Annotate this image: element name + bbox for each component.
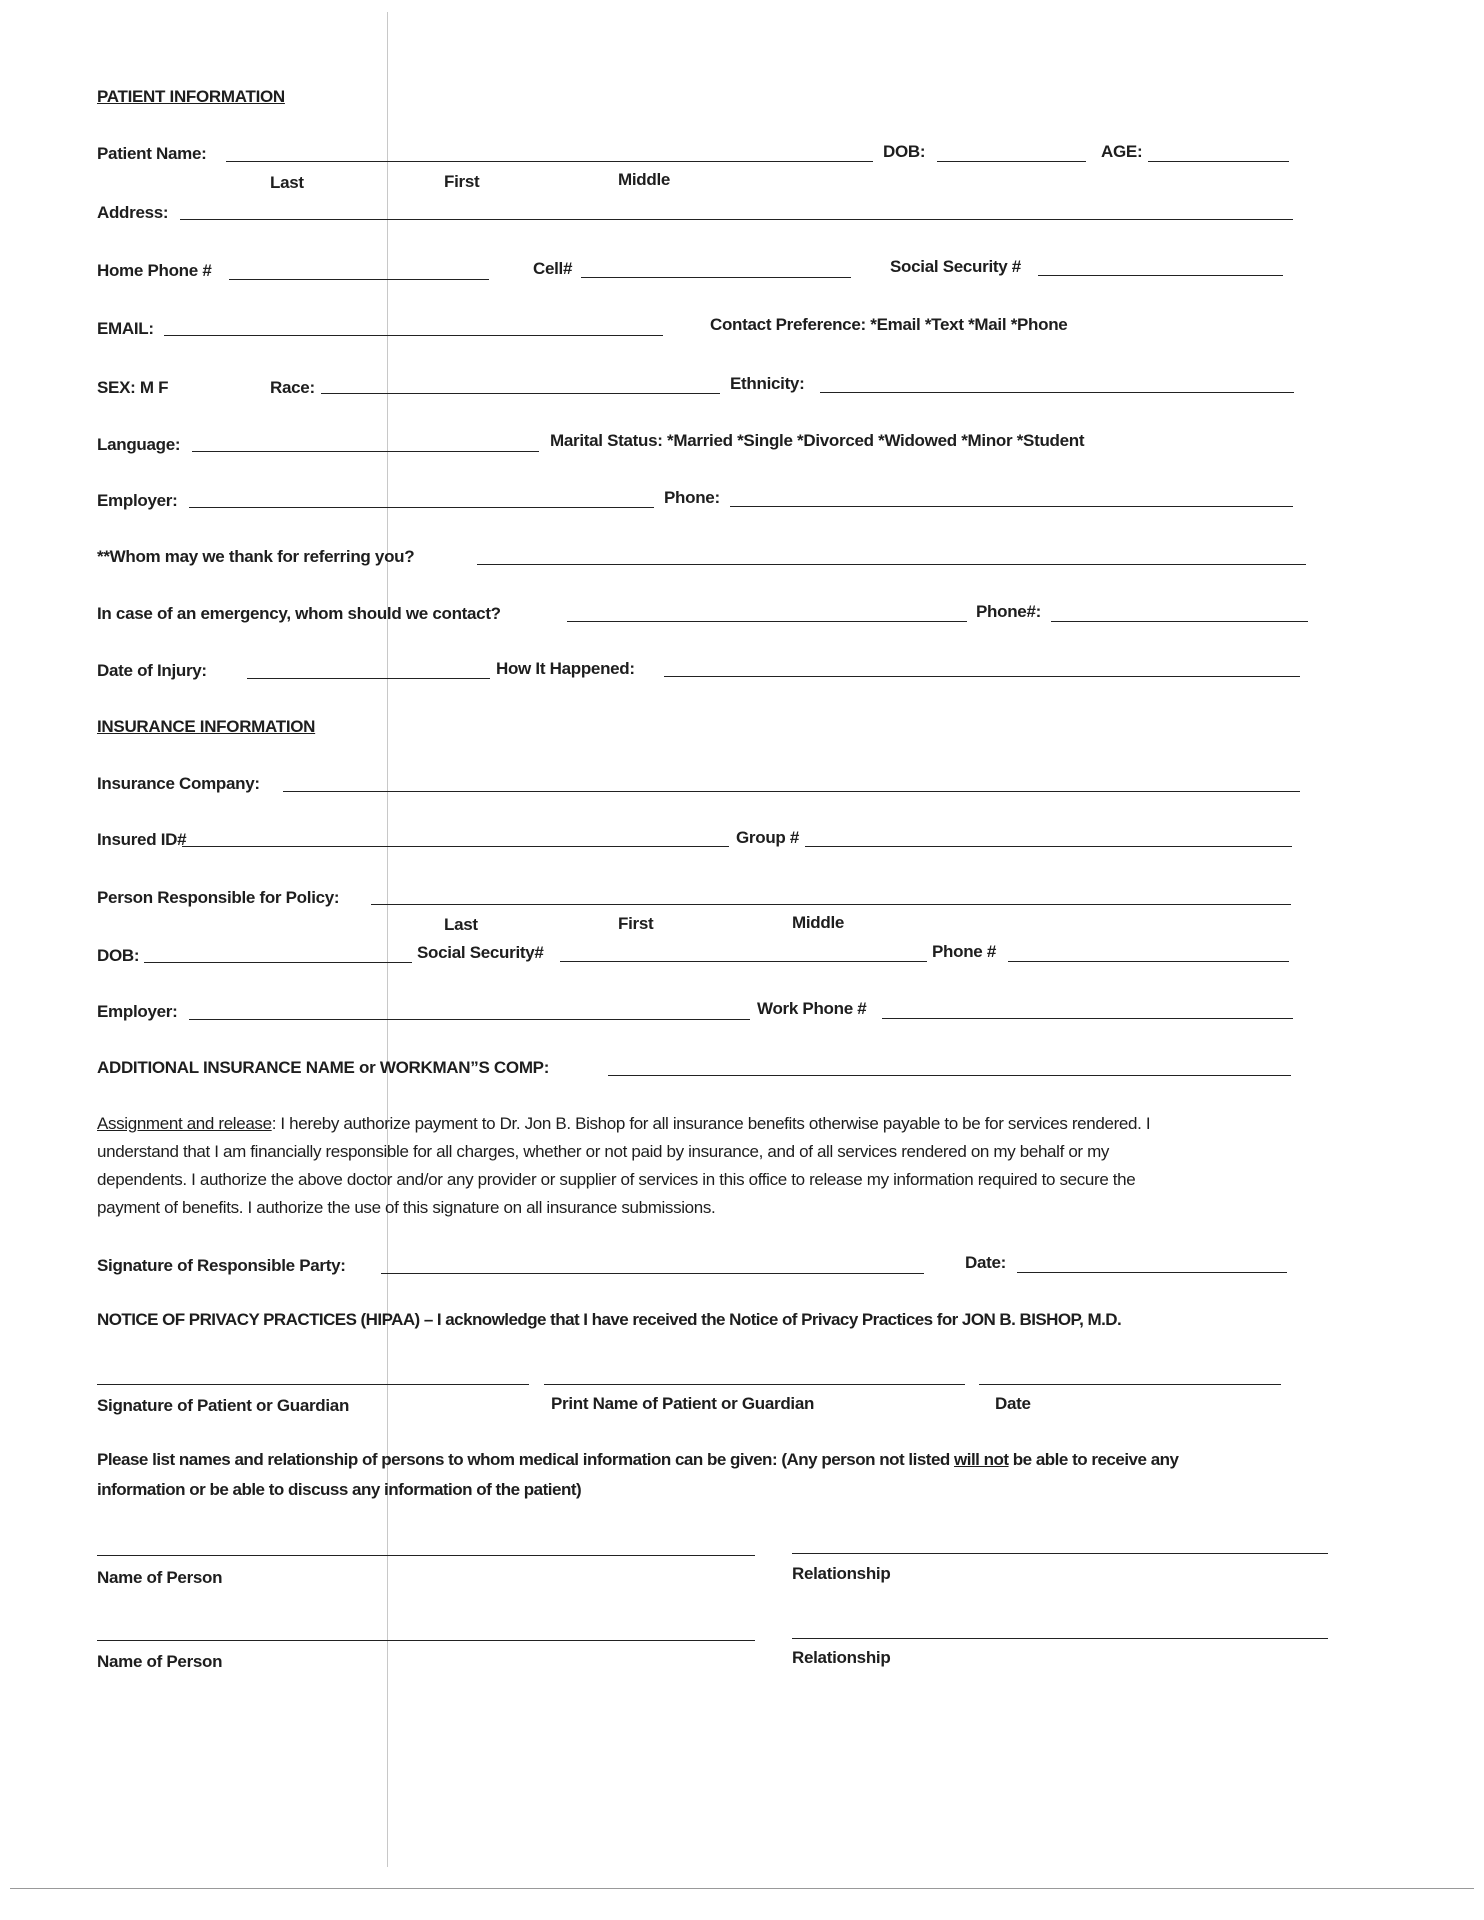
scan-fold-line xyxy=(387,12,388,1867)
name-last-label: Last xyxy=(270,173,304,192)
responsible-signature-label: Signature of Responsible Party: xyxy=(97,1256,346,1275)
age-label: AGE: xyxy=(1101,142,1143,161)
age-field[interactable] xyxy=(1148,161,1289,162)
insured-id-field[interactable] xyxy=(182,846,729,847)
patient-name-field[interactable] xyxy=(226,161,873,162)
emergency-contact-label: In case of an emergency, whom should we contact? xyxy=(97,604,501,623)
resp-ssn-field[interactable] xyxy=(560,961,927,962)
hipaa-notice: NOTICE OF PRIVACY PRACTICES (HIPAA) – I acknowledge that I have received the Notice of Privacy Practices for JON B. BISHOP, M.D. xyxy=(97,1310,1122,1329)
language-label: Language: xyxy=(97,435,181,454)
additional-insurance-field[interactable] xyxy=(608,1075,1291,1076)
relationship-label-2: Relationship xyxy=(792,1648,891,1667)
resp-first-label: First xyxy=(618,914,654,933)
assignment-line-3: dependents. I authorize the above doctor and/or any provider or supplier of services in this office to release my information required to secure the xyxy=(97,1170,1136,1189)
will-not-emphasis: will not xyxy=(954,1450,1009,1469)
resp-phone-label: Phone # xyxy=(932,942,997,961)
patient-name-label: Patient Name: xyxy=(97,144,207,163)
referral-field[interactable] xyxy=(477,564,1306,565)
assignment-line-2: understand that I am financially responsible for all charges, whether or not paid by insurance, and of all services rendered on my behalf or my xyxy=(97,1142,1110,1161)
contact-preference[interactable]: Contact Preference: *Email *Text *Mail *Phone xyxy=(710,315,1068,334)
signature-date-label: Date: xyxy=(965,1253,1007,1272)
patient-info-heading: PATIENT INFORMATION xyxy=(97,87,285,106)
responsible-signature-field[interactable] xyxy=(381,1273,924,1274)
home-phone-field[interactable] xyxy=(229,279,489,280)
ethnicity-label: Ethnicity: xyxy=(730,374,805,393)
assignment-paragraph xyxy=(97,1110,1150,1222)
phone-label: Phone: xyxy=(664,488,720,507)
resp-employer-field[interactable] xyxy=(189,1019,750,1020)
group-label: Group # xyxy=(736,828,800,847)
person-name-field-1[interactable] xyxy=(97,1555,755,1556)
person-name-label-2: Name of Person xyxy=(97,1652,223,1671)
address-field[interactable] xyxy=(180,219,1293,220)
address-label: Address: xyxy=(97,203,169,222)
insured-id-label: Insured ID# xyxy=(97,830,187,849)
resp-employer-label: Employer: xyxy=(97,1002,178,1021)
home-phone-label: Home Phone # xyxy=(97,261,212,280)
emergency-phone-field[interactable] xyxy=(1051,621,1308,622)
relationship-label-1: Relationship xyxy=(792,1564,891,1583)
employer-label: Employer: xyxy=(97,491,178,510)
hipaa-print-name-field[interactable] xyxy=(544,1384,965,1385)
work-phone-field[interactable] xyxy=(882,1018,1293,1019)
assignment-line-4: payment of benefits. I authorize the use of this signature on all insurance submissions. xyxy=(97,1198,716,1217)
phone-field[interactable] xyxy=(730,506,1293,507)
relationship-field-1[interactable] xyxy=(792,1553,1328,1554)
hipaa-signature-label: Signature of Patient or Guardian xyxy=(97,1396,350,1415)
release-list-intro: Please list names and relationship of persons to whom medical information can be given: (Any person not listed will not be able to receive any xyxy=(97,1450,1179,1469)
how-happened-field[interactable] xyxy=(664,676,1300,677)
resp-last-label: Last xyxy=(444,915,478,934)
additional-insurance-label: ADDITIONAL INSURANCE NAME or WORKMAN”S COMP: xyxy=(97,1058,550,1077)
cell-field[interactable] xyxy=(581,277,851,278)
dob-label: DOB: xyxy=(883,142,926,161)
name-first-label: First xyxy=(444,172,480,191)
referral-label: **Whom may we thank for referring you? xyxy=(97,547,415,566)
date-of-injury-label: Date of Injury: xyxy=(97,661,207,680)
ssn-label: Social Security # xyxy=(890,257,1021,276)
name-middle-label: Middle xyxy=(618,170,671,189)
emergency-phone-label: Phone#: xyxy=(976,602,1041,621)
person-name-field-2[interactable] xyxy=(97,1640,755,1641)
email-field[interactable] xyxy=(164,335,663,336)
emergency-contact-field[interactable] xyxy=(567,621,967,622)
language-field[interactable] xyxy=(192,451,539,452)
release-list-intro-line2: information or be able to discuss any information of the patient) xyxy=(97,1480,582,1499)
policy-responsible-label: Person Responsible for Policy: xyxy=(97,888,340,907)
sex-options[interactable]: SEX: M F xyxy=(97,378,169,397)
hipaa-date-label: Date xyxy=(995,1394,1031,1413)
dob-field[interactable] xyxy=(937,161,1086,162)
resp-ssn-label: Social Security# xyxy=(417,943,544,962)
page-bottom-edge xyxy=(10,1888,1474,1889)
hipaa-date-field[interactable] xyxy=(979,1384,1281,1385)
ssn-field[interactable] xyxy=(1038,275,1283,276)
policy-responsible-field[interactable] xyxy=(371,904,1291,905)
resp-phone-field[interactable] xyxy=(1008,961,1289,962)
person-name-label-1: Name of Person xyxy=(97,1568,223,1587)
resp-dob-label: DOB: xyxy=(97,946,140,965)
resp-middle-label: Middle xyxy=(792,913,845,932)
race-field[interactable] xyxy=(321,393,720,394)
relationship-field-2[interactable] xyxy=(792,1638,1328,1639)
group-field[interactable] xyxy=(805,846,1292,847)
insurance-info-heading: INSURANCE INFORMATION xyxy=(97,717,316,736)
marital-status-options[interactable]: Marital Status: *Married *Single *Divorced *Widowed *Minor *Student xyxy=(550,431,1085,450)
assignment-line-1: Assignment and release: I hereby authorize payment to Dr. Jon B. Bishop for all insurance benefits otherwise payable to be for services rendered. I xyxy=(97,1114,1151,1133)
resp-dob-field[interactable] xyxy=(144,962,412,963)
ethnicity-field[interactable] xyxy=(820,392,1294,393)
employer-field[interactable] xyxy=(189,507,654,508)
race-label: Race: xyxy=(270,378,315,397)
email-label: EMAIL: xyxy=(97,319,154,338)
how-happened-label: How It Happened: xyxy=(496,659,635,678)
insurance-company-label: Insurance Company: xyxy=(97,774,260,793)
hipaa-signature-field[interactable] xyxy=(97,1384,529,1385)
insurance-company-field[interactable] xyxy=(283,791,1300,792)
work-phone-label: Work Phone # xyxy=(757,999,867,1018)
hipaa-print-name-label: Print Name of Patient or Guardian xyxy=(551,1394,815,1413)
assignment-title: Assignment and release xyxy=(97,1114,272,1133)
cell-label: Cell# xyxy=(533,259,573,278)
date-of-injury-field[interactable] xyxy=(247,678,490,679)
signature-date-field[interactable] xyxy=(1017,1272,1287,1273)
